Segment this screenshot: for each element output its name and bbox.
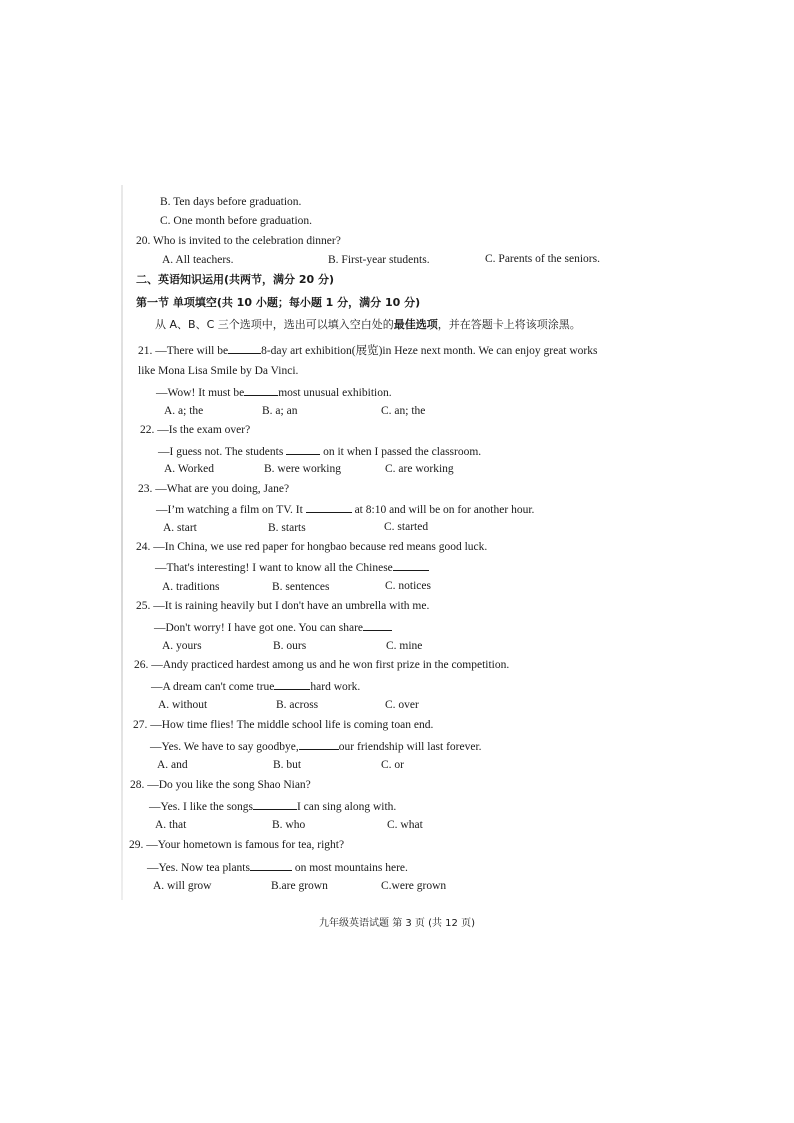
question-28-line-2 [149,798,396,814]
question-26-line-1: 26. —Andy practiced hardest among us and he won first prize in the competition. [134,659,510,671]
option-28-c: C. what [387,819,423,831]
option-26-c: C. over [385,699,419,711]
question-28-text-a: —Yes. I like the songs [149,801,253,813]
answer-blank [306,501,352,513]
question-21-text-b: 8-day art exhibition(展览)in Heze next month. We can enjoy great works [261,345,598,357]
question-28-line-1: 28. —Do you like the song Shao Nian? [130,779,311,791]
option-27-b: B. but [273,759,302,771]
instructions-bold: 最佳选项 [393,318,438,331]
option-20-c: C. Parents of the seniors. [485,253,600,265]
question-24-line-1: 24. —In China, we use red paper for hongbao because red means good luck. [136,541,488,553]
answer-blank [299,738,339,750]
instructions-pre: 从 A、B、C 三个选项中，选出可以填入空白处的 [155,318,394,331]
option-23-c: C. started [384,521,429,533]
question-23-text-b: at 8:10 and will be on for another hour. [354,504,535,516]
option-20-b: B. First-year students. [328,254,430,266]
option-21-b: B. a; an [262,405,298,417]
question-22-line-2 [158,443,481,459]
question-22-text-b: on it when I passed the classroom. [323,446,482,458]
answer-blank [250,859,292,871]
section-2-part-1-title: 第一节 单项填空(共 10 小题；每小题 1 分，满分 10 分) [136,296,421,309]
question-26-text-a: —A dream can't come true [151,681,275,693]
question-22-text-a: —I guess not. The students [158,446,284,458]
option-22-a: A. Worked [164,463,214,475]
option-27-c: C. or [381,759,404,771]
question-21-text-a: 21. —There will be [138,345,229,357]
answer-blank [274,678,310,690]
question-28-text-b: I can sing along with. [296,801,397,813]
question-27-line-1: 27. —How time flies! The middle school life is coming toan end. [133,719,434,731]
question-21-text-c: —Wow! It must be [156,387,245,399]
instructions-post: ，并在答题卡上将该项涂黑。 [437,318,581,331]
option-28-a: A. that [155,819,187,831]
option-19-c: C. One month before graduation. [160,215,313,227]
answer-blank [393,559,429,571]
question-29-text-b: on most mountains here. [294,862,408,874]
instructions [155,318,581,332]
question-29-text-a: —Yes. Now tea plants [147,862,250,874]
option-23-a: A. start [163,522,197,534]
question-24-text-a: —That's interesting! I want to know all the Chinese [155,562,393,574]
option-26-a: A. without [158,699,208,711]
option-22-c: C. are working [385,463,454,475]
question-26-text-b: hard work. [310,681,361,693]
option-23-b: B. starts [268,522,306,534]
scan-edge [121,185,123,900]
question-21-text-d: most unusual exhibition. [278,387,392,399]
option-25-c: C. mine [386,640,423,652]
question-23-line-1: 23. —What are you doing, Jane? [138,483,290,495]
answer-blank [286,443,320,455]
question-21-line-3 [156,384,392,400]
question-29-line-2 [147,859,408,875]
question-24-line-2 [155,559,429,575]
option-24-c: C. notices [385,580,431,592]
option-27-a: A. and [157,759,188,771]
answer-blank [228,342,261,354]
option-25-b: B. ours [273,640,307,652]
answer-blank [244,384,278,396]
question-27-line-2 [150,738,482,754]
question-25-text-a: —Don't worry! I have got one. You can share [154,622,364,634]
answer-blank [363,619,392,631]
question-22-line-1: 22. —Is the exam over? [140,424,251,436]
question-23-line-2 [156,501,534,517]
option-25-a: A. yours [162,640,202,652]
question-21-line-1 [138,342,597,358]
question-27-text-a: —Yes. We have to say goodbye, [150,741,299,753]
option-22-b: B. were working [264,463,341,475]
question-20: 20. Who is invited to the celebration dinner? [136,235,341,247]
option-20-a: A. All teachers. [162,254,234,266]
question-21-line-2: like Mona Lisa Smile by Da Vinci. [138,365,299,377]
option-28-b: B. who [272,819,306,831]
question-25-line-1: 25. —It is raining heavily but I don't have an umbrella with me. [136,600,430,612]
question-23-text-a: —I’m watching a film on TV. It [156,504,303,516]
question-29-line-1: 29. —Your hometown is famous for tea, right? [129,839,345,851]
option-29-c: C.were grown [381,880,447,892]
option-19-b: B. Ten days before graduation. [160,196,302,208]
option-29-b: B.are grown [271,880,328,892]
option-24-b: B. sentences [272,581,330,593]
option-29-a: A. will grow [153,880,212,892]
option-21-a: A. a; the [164,405,204,417]
question-25-line-2 [154,619,392,635]
option-24-a: A. traditions [162,581,220,593]
page-footer: 九年级英语试题 第 3 页 (共 12 页) [319,918,475,929]
answer-blank [253,798,297,810]
option-26-b: B. across [276,699,319,711]
question-27-text-b: our friendship will last forever. [338,741,482,753]
section-2-title: 二、英语知识运用(共两节，满分 20 分) [136,273,335,286]
question-26-line-2 [151,678,360,694]
option-21-c: C. an; the [381,405,426,417]
